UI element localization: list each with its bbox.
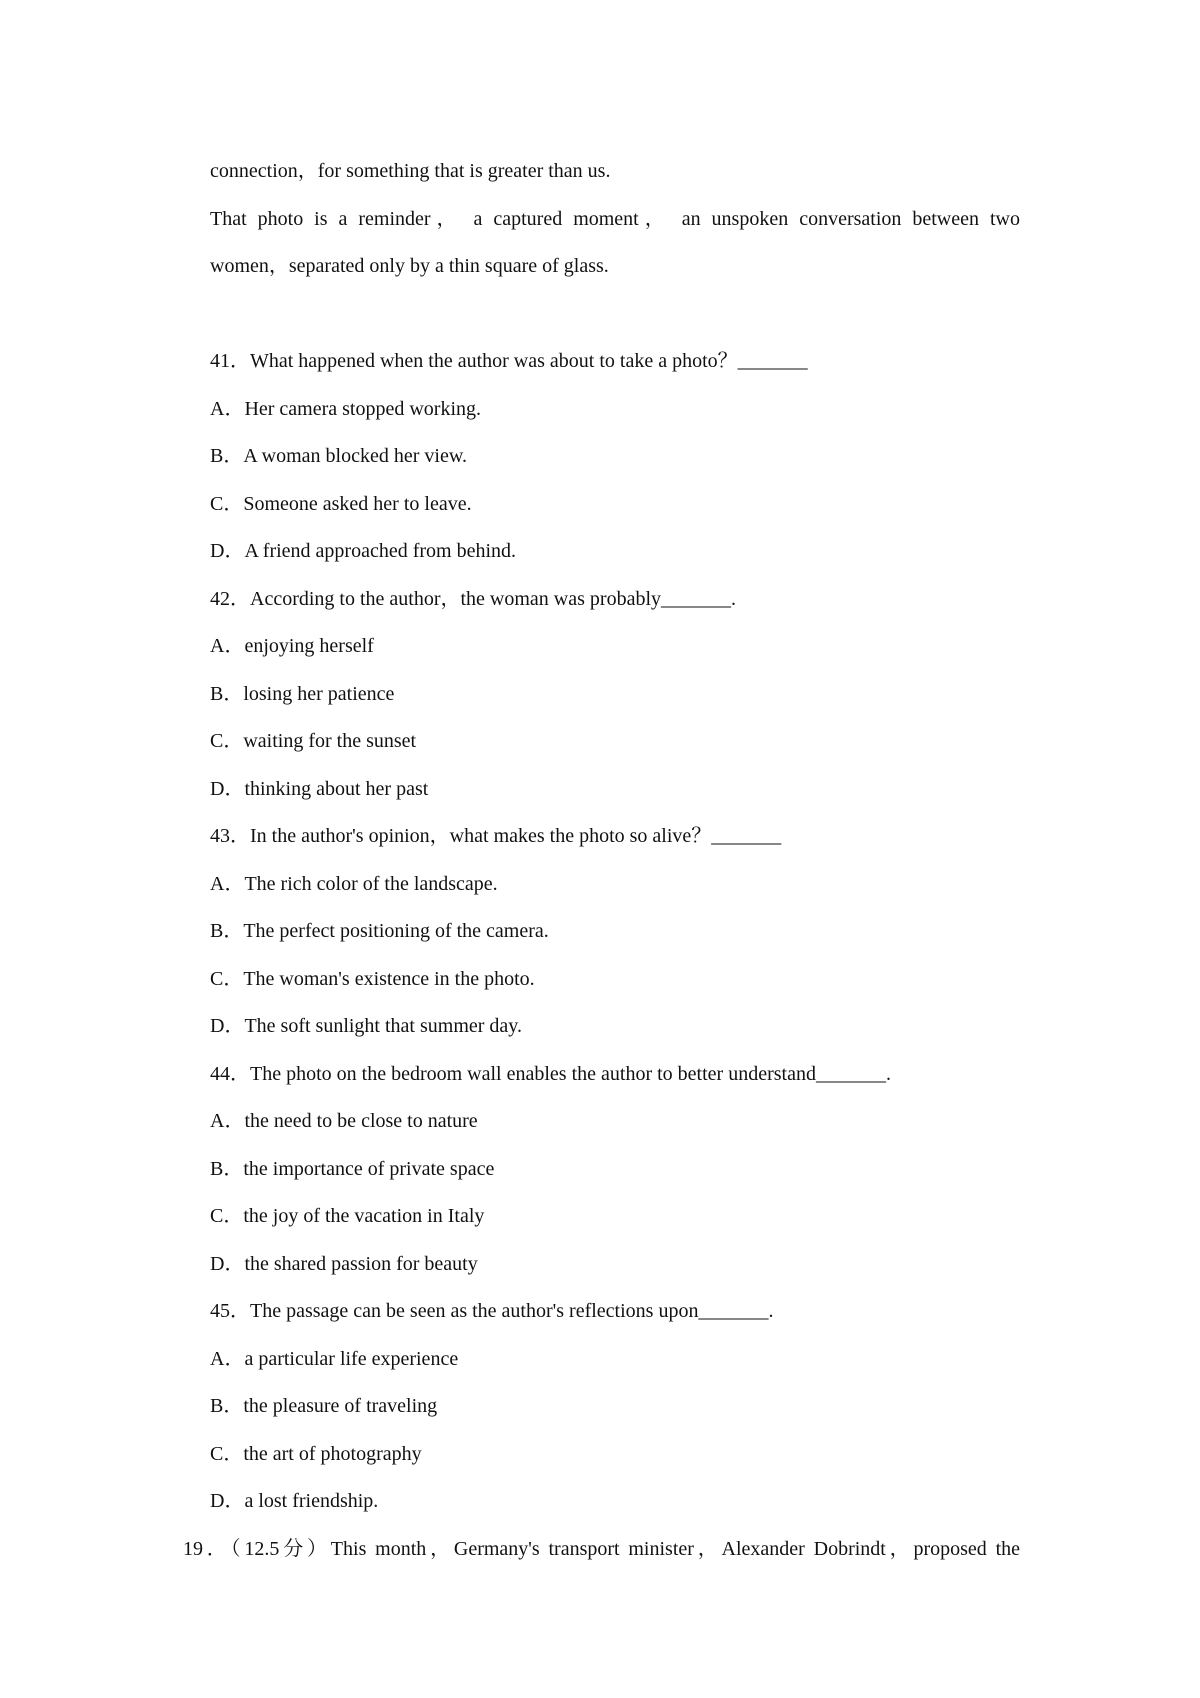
question-41-option-d: D．A friend approached from behind. [210,540,517,562]
question-44-option-b: B．the importance of private space [210,1158,495,1180]
question-41-stem: 41．What happened when the author was about to take a photo？_______ [210,350,808,372]
question-42-option-b: B．losing her patience [210,683,395,705]
question-42-stem: 42．According to the author，the woman was probably_______. [210,588,737,610]
question-41-option-b: B．A woman blocked her view. [210,445,467,467]
question-43-option-a: A．The rich color of the landscape. [210,873,498,895]
passage-line: connection，for something that is greater than us. [210,160,611,182]
question-43-option-b: B．The perfect positioning of the camera. [210,920,549,942]
question-44-option-a: A．the need to be close to nature [210,1110,478,1132]
question-43-option-c: C．The woman's existence in the photo. [210,968,535,990]
question-44-stem: 44．The photo on the bedroom wall enables the author to better understand_______. [210,1063,891,1085]
question-41-option-c: C．Someone asked her to leave. [210,493,472,515]
question-42-option-d: D．thinking about her past [210,778,429,800]
question-42-option-c: C．waiting for the sunset [210,730,417,752]
section-19-intro: 19．（12.5分）This month，Germany's transport minister，Alexander Dobrindt，proposed the [183,1538,1020,1560]
question-44-option-c: C．the joy of the vacation in Italy [210,1205,485,1227]
question-45-option-c: C．the art of photography [210,1443,422,1465]
question-45-option-a: A．a particular life experience [210,1348,459,1370]
question-43-option-d: D．The soft sunlight that summer day. [210,1015,522,1037]
passage-line: That photo is a reminder， a captured moment， an unspoken conversation between two [210,208,1020,230]
question-41-option-a: A．Her camera stopped working. [210,398,482,420]
question-44-option-d: D．the shared passion for beauty [210,1253,478,1275]
question-43-stem: 43．In the author's opinion，what makes the photo so alive？_______ [210,825,782,847]
question-45-option-b: B．the pleasure of traveling [210,1395,438,1417]
passage-line: women，separated only by a thin square of glass. [210,255,609,277]
question-42-option-a: A．enjoying herself [210,635,374,657]
question-45-option-d: D．a lost friendship. [210,1490,379,1512]
question-45-stem: 45．The passage can be seen as the author's reflections upon_______. [210,1300,774,1322]
